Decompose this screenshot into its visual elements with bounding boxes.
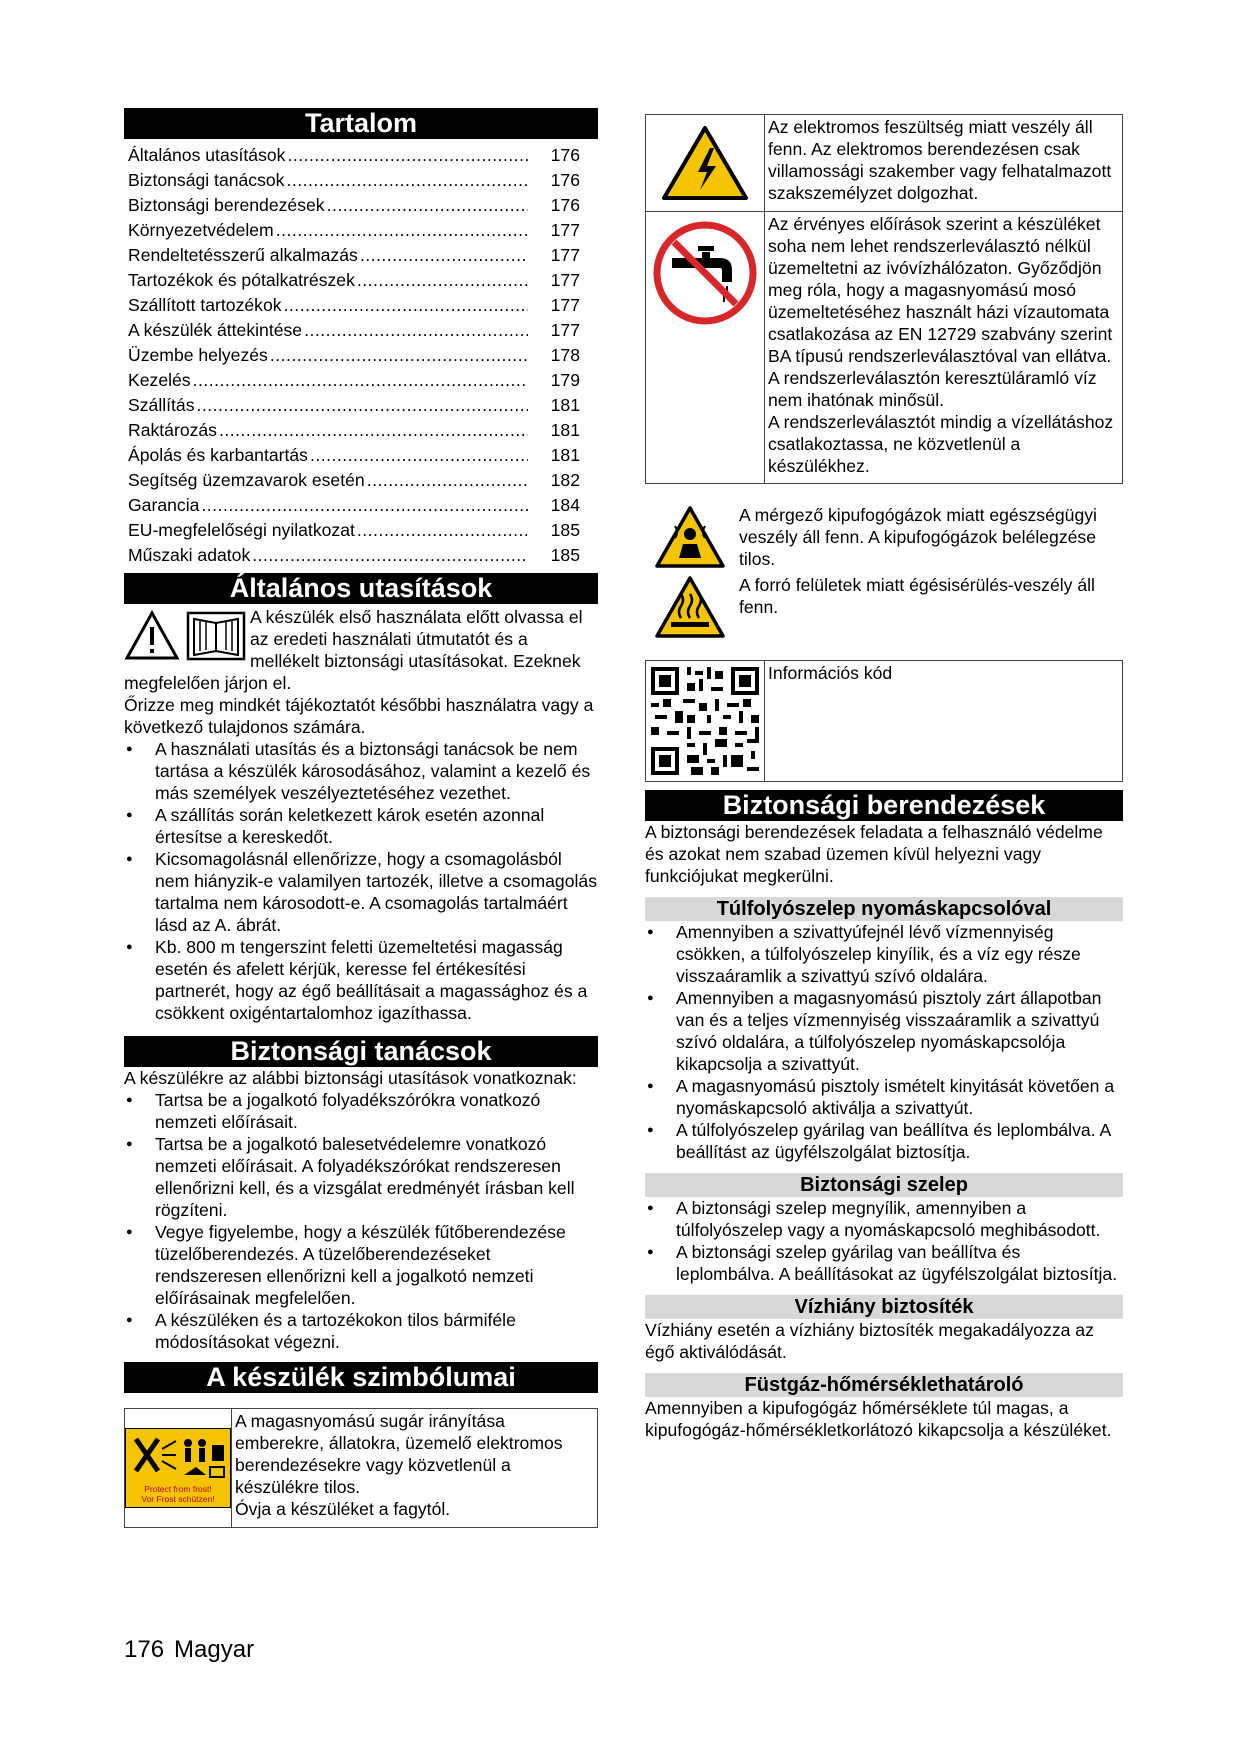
- list-item: ● Amennyiben a magasnyomású pisztoly zárt állapotban van és a teljes vízmennyiség visszaáramlik a szivattyú szívó oldalára, a túlfolyószelep nyomáskapcsolója kikapcsolja a szivattyút.: [645, 987, 1123, 1075]
- qr-cell: [646, 661, 765, 781]
- toc-entry[interactable]: Ápolás és karbantartás ..... 181: [124, 443, 598, 468]
- right-column: [645, 114, 1123, 1441]
- toc-entry[interactable]: Biztonsági berendezések ..... 176: [124, 193, 598, 218]
- water-icon-cell: [646, 212, 765, 483]
- footer-language: Magyar: [174, 1636, 255, 1663]
- toxic-text: A mérgező kipufogógázok miatt egészségügyi veszély áll fenn. A kipufogógázok belélegzése tilos.: [739, 505, 1097, 569]
- symbols-text-2: Óvja a készüléket a fagytól.: [235, 1499, 451, 1519]
- toc-entry[interactable]: EU-megfelelőségi nyilatkozat ..... 185: [124, 518, 598, 543]
- general-intro-block: [124, 606, 598, 1024]
- overflow-bullets: [645, 921, 1123, 1163]
- list-item: ● A biztonsági szelep gyárilag van beállítva és leplombálva. A beállításokat az ügyfélszolgálat biztosítja.: [645, 1241, 1123, 1285]
- toc-entry[interactable]: Garancia ..... 184: [124, 493, 598, 518]
- toc-entry[interactable]: Szállított tartozékok ..... 177: [124, 293, 598, 318]
- toxic-gas-icon: [653, 504, 727, 570]
- list-item: ● Vegye figyelembe, hogy a készülék fűtőberendezése tüzelőberendezés. A tüzelőberendezéseket rendszeresen ellenőrizni kell a jogalkotó nemzeti előírásainak megfelelően.: [124, 1221, 598, 1309]
- toc-entry[interactable]: Üzembe helyezés ..... 178: [124, 343, 598, 368]
- safety-bullets: [124, 1089, 598, 1353]
- general-intro: A készülék első használata előtt olvassa el az eredeti használati útmutatót és a mellékelt biztonsági utasításokat. Ezeknek megfelelően járjon el.: [124, 607, 583, 693]
- symbols-box: [124, 1408, 598, 1528]
- warning-triangle-icon: [124, 610, 180, 662]
- frost-sticker-text: Protect from frost! Vor Frost schützen!: [141, 1484, 215, 1504]
- toc-entry[interactable]: Szállítás ..... 181: [124, 393, 598, 418]
- electric-row: [646, 115, 1122, 212]
- qr-code-icon: [651, 667, 759, 775]
- info-code-label: Információs kód: [768, 663, 893, 683]
- list-item: ● Kicsomagolásnál ellenőrizze, hogy a csomagolásból nem hiányzik-e valamilyen tartozék, illetve a csomagolás tartalma nem károsodott-e. A csomagolás tartalmáért lásd az A. ábrát.: [124, 848, 598, 936]
- flue-subheading: Füstgáz-hőmérséklethatároló: [645, 1373, 1123, 1397]
- water-row: [646, 212, 1122, 483]
- valve-subheading: Biztonsági szelep: [645, 1173, 1123, 1197]
- symbols-heading: A készülék szimbólumai: [124, 1362, 598, 1393]
- toc-heading: Tartalom: [124, 108, 598, 139]
- electric-icon-cell: [646, 115, 765, 211]
- toc-entry[interactable]: Biztonsági tanácsok ..... 176: [124, 168, 598, 193]
- frost-sticker: [125, 1428, 231, 1508]
- toc-entry[interactable]: Általános utasítások ..... 176: [124, 143, 598, 168]
- manual-icons: [124, 606, 250, 666]
- symbol-icon-cell: [125, 1409, 232, 1527]
- list-item: ● A magasnyomású pisztoly ismételt kinyitását követően a nyomáskapcsoló aktiválja a szivattyút.: [645, 1075, 1123, 1119]
- general-keep: Őrizze meg mindkét tájékoztatót későbbi használatra vagy a következő tulajdonos számára.: [124, 695, 594, 737]
- no-drinking-water-connection-icon: [652, 220, 758, 326]
- toc-entry[interactable]: Környezetvédelem ..... 177: [124, 218, 598, 243]
- page-number: 176: [124, 1636, 165, 1663]
- toc-entry[interactable]: Segítség üzemzavarok esetén ..... 182: [124, 468, 598, 493]
- toxic-icon-cell: [645, 504, 735, 574]
- info-code-box: [645, 660, 1123, 782]
- list-item: ● Tartsa be a jogalkotó balesetvédelemre vonatkozó nemzeti előírásait. A folyadékszórókat rendszeresen ellenőrizni kell, és a vizsgálat eredményét írásban kell rögzíteni.: [124, 1133, 598, 1221]
- hot-surface-icon: [653, 574, 727, 640]
- toc-entry[interactable]: Rendeltetésszerű alkalmazás ..... 177: [124, 243, 598, 268]
- toc-entry[interactable]: Kezelés ..... 179: [124, 368, 598, 393]
- flue-text: Amennyiben a kipufogógáz hőmérséklete túl magas, a kipufogógáz-hőmérsékletkorlátozó kikapcsolja a készüléket.: [645, 1398, 1112, 1440]
- electric-hazard-icon: [660, 124, 750, 202]
- list-item: ● Tartsa be a jogalkotó folyadékszórókra vonatkozó nemzeti előírásait.: [124, 1089, 598, 1133]
- general-bullets: [124, 738, 598, 1024]
- list-item: ● A szállítás során keletkezett károk esetén azonnal értesítse a kereskedőt.: [124, 804, 598, 848]
- read-manual-icon: [186, 609, 246, 663]
- general-heading: Általános utasítások: [124, 573, 598, 604]
- toc-entry[interactable]: Raktározás ..... 181: [124, 418, 598, 443]
- toxic-row: [645, 504, 1123, 574]
- hot-row: [645, 574, 1123, 644]
- page-footer: [124, 1636, 264, 1664]
- overflow-subheading: Túlfolyószelep nyomáskapcsolóval: [645, 897, 1123, 921]
- symbols-text: [232, 1409, 597, 1527]
- safety-heading: Biztonsági tanácsok: [124, 1036, 598, 1067]
- toc-entry[interactable]: Tartozékok és pótalkatrészek ..... 177: [124, 268, 598, 293]
- list-item: ● A túlfolyószelep gyárilag van beállítva és leplombálva. A beállítást az ügyfélszolgálat biztosítja.: [645, 1119, 1123, 1163]
- water-text-2: A rendszerleválasztót mindig a vízellátáshoz csatlakoztassa, ne közvetlenül a készülékhez.: [768, 412, 1114, 476]
- symbols-text-1: A magasnyomású sugár irányítása emberekre, állatokra, üzemelő elektromos berendezésekre vagy közvetlenül a készülékre tilos.: [235, 1411, 563, 1497]
- water-fuse-subheading: Vízhiány biztosíték: [645, 1295, 1123, 1319]
- list-item: ● A készüléken és a tartozékokon tilos bármiféle módosításokat végezni.: [124, 1309, 598, 1353]
- toc-entry[interactable]: Műszaki adatok ..... 185: [124, 543, 598, 568]
- water-text: [765, 212, 1122, 483]
- water-text-1: Az érvényes előírások szerint a készüléket soha nem lehet rendszerleválasztó nélkül üzemeltetni az ivóvízhálózaton. Győződjön meg róla, hogy a magasnyomású mosó üzemeltetéséhez használt házi vízautomata csatlakozása az EN 12729 szabvány szerint BA típusú rendszerleválasztóval van ellátva. A rendszerleválasztón keresztüláramló víz nem ihatónak minősül.: [768, 214, 1113, 410]
- no-spray-icon: [126, 1431, 230, 1481]
- list-item: ● A biztonsági szelep megnyílik, amennyiben a túlfolyószelep vagy a nyomáskapcsoló meghibásodott.: [645, 1197, 1123, 1241]
- electric-text: Az elektromos feszültség miatt veszély áll fenn. Az elektromos berendezésen csak villamossági szakember vagy felhatalmazott szakszemélyzet dolgozhat.: [768, 117, 1112, 203]
- safety-intro: A készülékre az alábbi biztonsági utasítások vonatkoznak:: [124, 1068, 577, 1088]
- hot-text: A forró felületek miatt égésisérülés-veszély áll fenn.: [739, 575, 1095, 617]
- list-item: ● Amennyiben a szivattyúfejnél lévő vízmennyiség csökken, a túlfolyószelep kinyílik, és a víz egy része visszaáramlik a szivattyú szívó oldalára.: [645, 921, 1123, 987]
- water-fuse-text: Vízhiány esetén a vízhiány biztosíték megakadályozza az égő aktiválódását.: [645, 1320, 1094, 1362]
- hot-icon-cell: [645, 574, 735, 644]
- list-item: ● Kb. 800 m tengerszint feletti üzemeltetési magasság esetén és afelett kérjük, keresse fel értékesítési partnerét, hogy az égő beállításait a magassághoz és a csökkent oxigéntartalomhoz igazíthassa.: [124, 936, 598, 1024]
- devices-intro: A biztonsági berendezések feladata a felhasználó védelme és azokat nem szabad üzemen kívül helyezni vagy funkciójukat megkerülni.: [645, 822, 1103, 886]
- valve-bullets: [645, 1197, 1123, 1285]
- toc-list: [124, 143, 598, 568]
- toc-entry[interactable]: A készülék áttekintése ..... 177: [124, 318, 598, 343]
- list-item: ● A használati utasítás és a biztonsági tanácsok be nem tartása a készülék károsodásához, valamint a kezelő és más személyek veszélyeztetéséhez vezethet.: [124, 738, 598, 804]
- left-column: [124, 108, 598, 1528]
- hazard-table: [645, 114, 1123, 484]
- devices-heading: Biztonsági berendezések: [645, 790, 1123, 821]
